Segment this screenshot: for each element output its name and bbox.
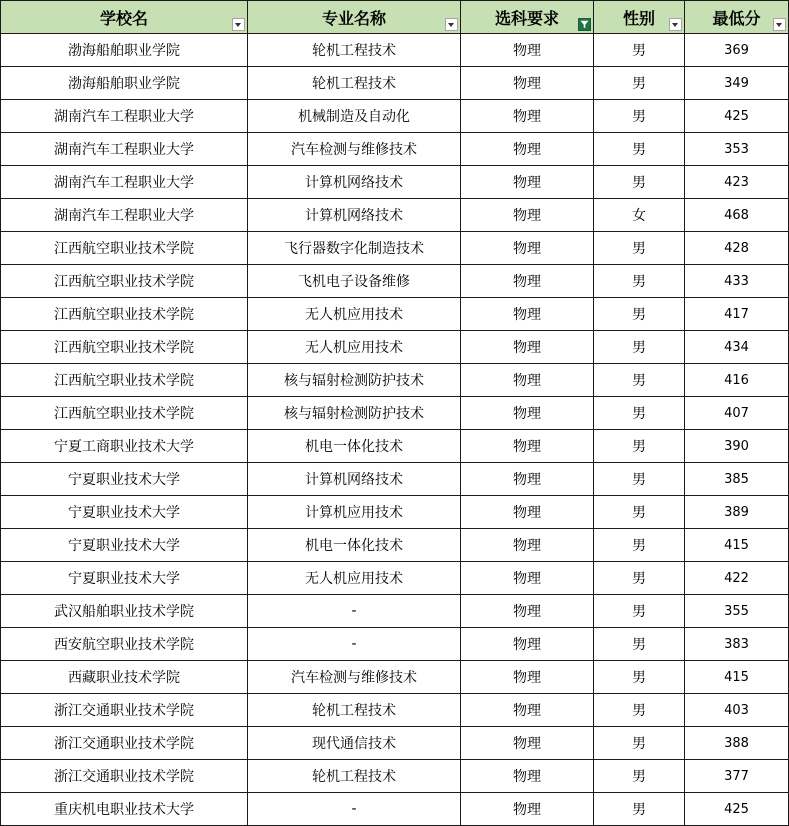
table-row [1, 628, 789, 661]
cell-school-name[interactable]: 渤海船舶职业学院 [1, 34, 248, 67]
header-school-name[interactable] [1, 1, 248, 34]
cell-subject-requirement[interactable]: 物理 [461, 397, 594, 430]
cell-gender[interactable]: 男 [594, 463, 685, 496]
cell-subject-requirement[interactable]: 物理 [461, 100, 594, 133]
cell-min-score[interactable]: 416 [685, 364, 789, 397]
table-row [1, 397, 789, 430]
cell-gender[interactable]: 男 [594, 760, 685, 793]
cell-min-score[interactable]: 425 [685, 100, 789, 133]
header-label: 专业名称 [321, 8, 386, 28]
cell-subject-requirement[interactable]: 物理 [461, 34, 594, 67]
header-label: 学校名 [99, 8, 148, 28]
cell-school-name[interactable]: 湖南汽车工程职业大学 [1, 100, 248, 133]
cell-min-score[interactable]: 377 [685, 760, 789, 793]
cell-min-score[interactable]: 428 [685, 232, 789, 265]
table-row [1, 496, 789, 529]
cell-subject-requirement[interactable]: 物理 [461, 298, 594, 331]
cell-major-name[interactable]: 现代通信技术 [248, 727, 461, 760]
cell-gender[interactable]: 女 [594, 199, 685, 232]
cell-gender[interactable]: 男 [594, 133, 685, 166]
table-row [1, 364, 789, 397]
cell-major-name[interactable]: - [248, 595, 461, 628]
table-row [1, 430, 789, 463]
cell-school-name[interactable]: 江西航空职业技术学院 [1, 232, 248, 265]
cell-school-name[interactable]: 宁夏职业技术大学 [1, 463, 248, 496]
cell-min-score[interactable]: 383 [685, 628, 789, 661]
cell-min-score[interactable]: 353 [685, 133, 789, 166]
cell-school-name[interactable]: 西藏职业技术学院 [1, 661, 248, 694]
cell-subject-requirement[interactable]: 物理 [461, 595, 594, 628]
cell-min-score[interactable]: 407 [685, 397, 789, 430]
header-major-name[interactable] [248, 1, 461, 34]
cell-major-name[interactable]: 无人机应用技术 [248, 562, 461, 595]
cell-major-name[interactable]: 轮机工程技术 [248, 34, 461, 67]
cell-subject-requirement[interactable]: 物理 [461, 496, 594, 529]
cell-min-score[interactable]: 349 [685, 67, 789, 100]
cell-min-score[interactable]: 423 [685, 166, 789, 199]
cell-major-name[interactable]: 计算机网络技术 [248, 463, 461, 496]
table-row [1, 298, 789, 331]
table-row [1, 694, 789, 727]
cell-major-name[interactable]: 计算机应用技术 [248, 496, 461, 529]
cell-subject-requirement[interactable]: 物理 [461, 727, 594, 760]
cell-min-score[interactable]: 434 [685, 331, 789, 364]
cell-subject-requirement[interactable]: 物理 [461, 529, 594, 562]
cell-min-score[interactable]: 468 [685, 199, 789, 232]
cell-gender[interactable]: 男 [594, 562, 685, 595]
cell-gender[interactable]: 男 [594, 265, 685, 298]
cell-subject-requirement[interactable]: 物理 [461, 331, 594, 364]
cell-major-name[interactable]: 轮机工程技术 [248, 694, 461, 727]
table-row [1, 331, 789, 364]
cell-gender[interactable]: 男 [594, 364, 685, 397]
cell-subject-requirement[interactable]: 物理 [461, 166, 594, 199]
cell-school-name[interactable]: 江西航空职业技术学院 [1, 364, 248, 397]
cell-major-name[interactable]: 机械制造及自动化 [248, 100, 461, 133]
filter-dropdown-button[interactable] [232, 18, 245, 31]
table-row [1, 529, 789, 562]
filter-dropdown-button[interactable] [773, 18, 786, 31]
cell-major-name[interactable]: 汽车检测与维修技术 [248, 661, 461, 694]
cell-school-name[interactable]: 渤海船舶职业学院 [1, 67, 248, 100]
table-body [1, 34, 789, 826]
cell-subject-requirement[interactable]: 物理 [461, 232, 594, 265]
cell-school-name[interactable]: 重庆机电职业技术大学 [1, 793, 248, 826]
cell-school-name[interactable]: 宁夏职业技术大学 [1, 529, 248, 562]
table-row [1, 166, 789, 199]
cell-gender[interactable]: 男 [594, 595, 685, 628]
cell-major-name[interactable]: - [248, 628, 461, 661]
cell-min-score[interactable]: 389 [685, 496, 789, 529]
filter-dropdown-button[interactable] [445, 18, 458, 31]
cell-school-name[interactable]: 江西航空职业技术学院 [1, 265, 248, 298]
cell-min-score[interactable]: 390 [685, 430, 789, 463]
cell-school-name[interactable]: 宁夏工商职业技术大学 [1, 430, 248, 463]
cell-major-name[interactable]: 飞行器数字化制造技术 [248, 232, 461, 265]
header-min-score[interactable] [685, 1, 789, 34]
header-gender[interactable] [594, 1, 685, 34]
cell-major-name[interactable]: - [248, 793, 461, 826]
table-row [1, 199, 789, 232]
cell-school-name[interactable]: 湖南汽车工程职业大学 [1, 166, 248, 199]
table-row [1, 793, 789, 826]
cell-subject-requirement[interactable]: 物理 [461, 67, 594, 100]
cell-major-name[interactable]: 计算机网络技术 [248, 199, 461, 232]
cell-school-name[interactable]: 武汉船舶职业技术学院 [1, 595, 248, 628]
chevron-down-icon [672, 23, 678, 27]
cell-major-name[interactable]: 核与辐射检测防护技术 [248, 397, 461, 430]
table-row [1, 727, 789, 760]
cell-major-name[interactable]: 轮机工程技术 [248, 67, 461, 100]
cell-gender[interactable]: 男 [594, 628, 685, 661]
table-row [1, 760, 789, 793]
table-row [1, 67, 789, 100]
cell-school-name[interactable]: 浙江交通职业技术学院 [1, 760, 248, 793]
filter-funnel-icon [580, 20, 589, 29]
chevron-down-icon [235, 23, 241, 27]
cell-subject-requirement[interactable]: 物理 [461, 628, 594, 661]
cell-school-name[interactable]: 宁夏职业技术大学 [1, 496, 248, 529]
cell-school-name[interactable]: 江西航空职业技术学院 [1, 397, 248, 430]
cell-major-name[interactable]: 计算机网络技术 [248, 166, 461, 199]
header-row [1, 1, 789, 34]
chevron-down-icon [448, 23, 454, 27]
cell-min-score[interactable]: 369 [685, 34, 789, 67]
table-row [1, 100, 789, 133]
cell-gender[interactable]: 男 [594, 100, 685, 133]
cell-major-name[interactable]: 飞机电子设备维修 [248, 265, 461, 298]
cell-min-score[interactable]: 422 [685, 562, 789, 595]
cell-gender[interactable]: 男 [594, 331, 685, 364]
cell-major-name[interactable]: 机电一体化技术 [248, 430, 461, 463]
cell-min-score[interactable]: 415 [685, 661, 789, 694]
table-row [1, 562, 789, 595]
cell-major-name[interactable]: 汽车检测与维修技术 [248, 133, 461, 166]
cell-major-name[interactable]: 轮机工程技术 [248, 760, 461, 793]
cell-gender[interactable]: 男 [594, 694, 685, 727]
cell-gender[interactable]: 男 [594, 529, 685, 562]
cell-gender[interactable]: 男 [594, 397, 685, 430]
cell-school-name[interactable]: 宁夏职业技术大学 [1, 562, 248, 595]
cell-school-name[interactable]: 江西航空职业技术学院 [1, 298, 248, 331]
table-row [1, 265, 789, 298]
cell-min-score[interactable]: 425 [685, 793, 789, 826]
cell-gender[interactable]: 男 [594, 67, 685, 100]
filter-dropdown-button[interactable] [669, 18, 682, 31]
cell-gender[interactable]: 男 [594, 232, 685, 265]
cell-gender[interactable]: 男 [594, 166, 685, 199]
cell-gender[interactable]: 男 [594, 661, 685, 694]
cell-min-score[interactable]: 403 [685, 694, 789, 727]
cell-school-name[interactable]: 湖南汽车工程职业大学 [1, 133, 248, 166]
cell-major-name[interactable]: 无人机应用技术 [248, 298, 461, 331]
chevron-down-icon [776, 23, 782, 27]
cell-min-score[interactable]: 417 [685, 298, 789, 331]
cell-subject-requirement[interactable]: 物理 [461, 133, 594, 166]
cell-major-name[interactable]: 无人机应用技术 [248, 331, 461, 364]
cell-school-name[interactable]: 浙江交通职业技术学院 [1, 694, 248, 727]
cell-gender[interactable]: 男 [594, 34, 685, 67]
cell-major-name[interactable]: 核与辐射检测防护技术 [248, 364, 461, 397]
cell-subject-requirement[interactable]: 物理 [461, 760, 594, 793]
cell-subject-requirement[interactable]: 物理 [461, 694, 594, 727]
header-label: 性别 [622, 8, 655, 28]
cell-school-name[interactable]: 浙江交通职业技术学院 [1, 727, 248, 760]
cell-min-score[interactable]: 388 [685, 727, 789, 760]
table-row [1, 34, 789, 67]
cell-subject-requirement[interactable]: 物理 [461, 793, 594, 826]
table-row [1, 133, 789, 166]
cell-gender[interactable]: 男 [594, 430, 685, 463]
cell-subject-requirement[interactable]: 物理 [461, 430, 594, 463]
table-row [1, 661, 789, 694]
table-row [1, 595, 789, 628]
header-label: 选科要求 [494, 8, 559, 28]
cell-min-score[interactable]: 415 [685, 529, 789, 562]
table-row [1, 463, 789, 496]
cell-min-score[interactable]: 385 [685, 463, 789, 496]
cell-subject-requirement[interactable]: 物理 [461, 364, 594, 397]
cell-subject-requirement[interactable]: 物理 [461, 199, 594, 232]
cell-min-score[interactable]: 433 [685, 265, 789, 298]
cell-school-name[interactable]: 江西航空职业技术学院 [1, 331, 248, 364]
header-subject-requirement[interactable] [461, 1, 594, 34]
cell-gender[interactable]: 男 [594, 496, 685, 529]
cell-subject-requirement[interactable]: 物理 [461, 265, 594, 298]
header-label: 最低分 [712, 8, 761, 28]
table-row [1, 232, 789, 265]
cell-gender[interactable]: 男 [594, 727, 685, 760]
cell-min-score[interactable]: 355 [685, 595, 789, 628]
cell-subject-requirement[interactable]: 物理 [461, 661, 594, 694]
cell-gender[interactable]: 男 [594, 793, 685, 826]
cell-school-name[interactable]: 湖南汽车工程职业大学 [1, 199, 248, 232]
cell-school-name[interactable]: 西安航空职业技术学院 [1, 628, 248, 661]
filter-applied-button[interactable] [578, 18, 591, 31]
cell-subject-requirement[interactable]: 物理 [461, 463, 594, 496]
cell-major-name[interactable]: 机电一体化技术 [248, 529, 461, 562]
cell-gender[interactable]: 男 [594, 298, 685, 331]
cell-subject-requirement[interactable]: 物理 [461, 562, 594, 595]
